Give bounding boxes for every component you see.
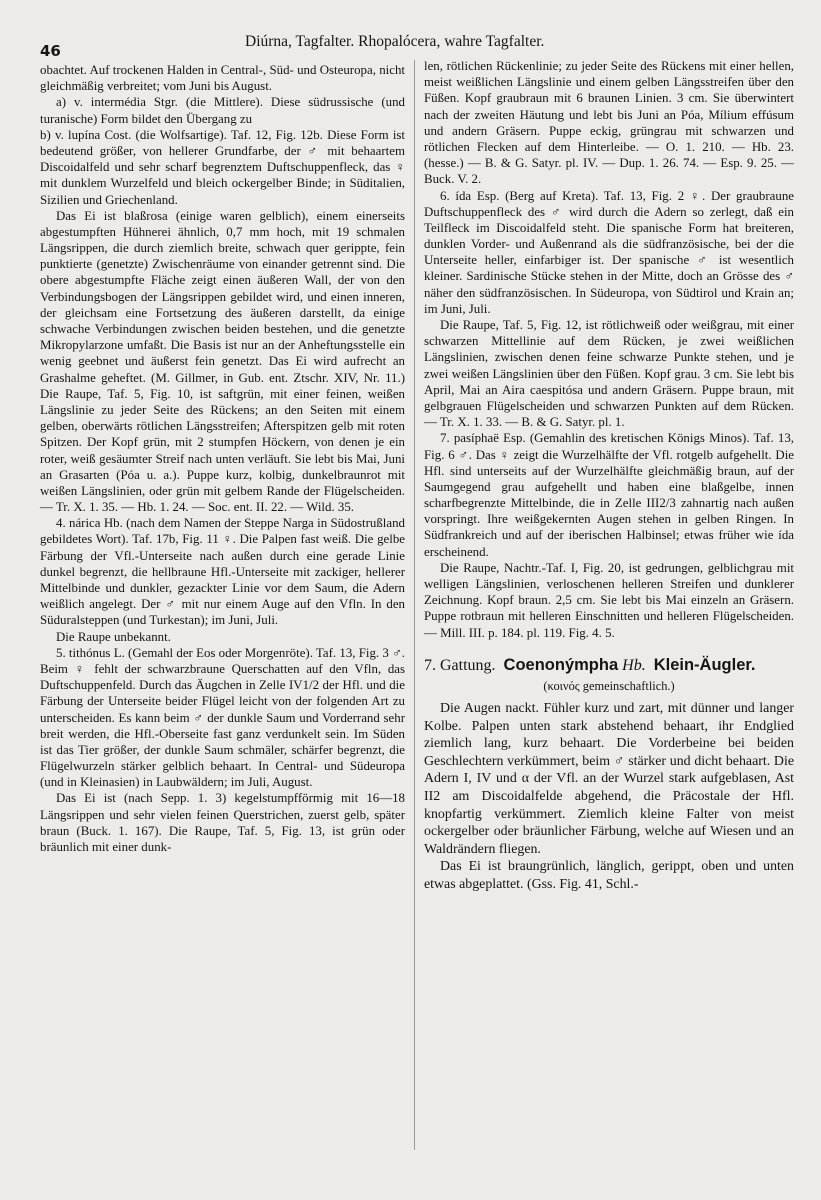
paragraph: Die Raupe, Taf. 5, Fig. 12, ist rötlichweiß oder weißgrau, mit einer schwarzen Mittellinie auf dem Rücken, je zwei weißlichen Längslinien, zwischen denen feine schwarze Punkte stehen, und je zwei weißen Längslinien über den Füßen. Kopf grau. 3 cm. Sie lebt bis April, Mai an Aira caespitósa und andern Gräsern. Puppe braun, mit gelbgrauen Flügelscheiden und schwarzen Punkten auf dem Rücken. — Tr. X. 1. 33. — B. & G. Satyr. pl. 1. — [424, 318, 794, 430]
paragraph: Die Augen nackt. Fühler kurz und zart, mit dünner und langer Kolbe. Palpen unten stark abstehend behaart, ihr Endglied ziemlich lang, kurz behaart. Die Vorderbeine bei beiden Geschlechtern verkümmert, beim ♂ stärker und dicht behaart. Die Adern I, IV und α der Vfl. an der Wurzel stark aufgeblasen, Ast II2 am Discoidalfelde abgehend, die Präcostale der Hfl. knopfartig verkümmert. Ziemlich kleine Falter von meist ockergelber oder bräunlicher Färbung, welche auf Wiesen und an Waldrändern fliegen. — [424, 700, 794, 857]
paragraph: 6. ída Esp. (Berg auf Kreta). Taf. 13, Fig. 2 ♀. Der graubraune Duftschuppenfleck des ♂ wird durch die Adern so zerlegt, daß ein Teilfleck im Discoidalfeld steht. Die spanische Form hat breiteren, dunklen Vorder- und Außenrand als die südfranzösische, bei der die Unterseite heller, einfarbiger ist. Der spanische ♂ ist wesentlich kleiner. Sardinische Stücke stehen in der Mitte, doch an Grösse des ♂ näher den südfranzösischen. In Südeuropa, von Südtirol und Krain an; im Juni, Juli. — [424, 188, 794, 316]
paragraph: a) v. intermédia Stgr. (die Mittlere). Diese südrussische (und turanische) Form bildet den Übergang zu — [40, 95, 405, 126]
paragraph: obachtet. Auf trockenen Halden in Central-, Süd- und Osteuropa, nicht gleichmäßig verbreitet; vom Juni bis August. — [40, 63, 405, 94]
left-column — [40, 62, 405, 855]
paragraph: 4. nárica Hb. (nach dem Namen der Steppe Narga in Südostrußland gebildetes Wort). Taf. 17b, Fig. 11 ♀. Die Palpen fast weiß. Die gelbe Färbung der Vfl.-Unterseite nach außen durch eine gerade Linie dunkel begrenzt, die hellbraune Hfl.-Unterseite mit zackiger, hellerer Mittelbinde und dunkler, gezackter Linie vor dem Saum, die Adern weißlich angelegt. Der ♂ mit nur einem Auge auf den Vfln. In den Süduralsteppen (und Turkestan); im Juni, Juli. — [40, 516, 405, 628]
paragraph: Das Ei ist braungrünlich, länglich, gerippt, oben und unten etwas abgeplattet. (Gss. Fig. 41, Schl.- — [424, 859, 794, 892]
right-column — [424, 58, 794, 893]
paragraph: Die Raupe unbekannt. — [56, 629, 171, 644]
paragraph: Die Raupe, Nachtr.-Taf. I, Fig. 20, ist gedrungen, gelblichgrau mit welligen Längslinien, verloschenen helleren Streifen und dunklerer Zeichnung. Kopf braun. 2,5 cm. Sie lebt bis Mai einzeln an Gräsern. Puppe rotbraun mit helleren Einschnitten und helleren Flügelscheiden. — Mill. III. p. 184. pl. 119. Fig. 4. 5. — [424, 560, 794, 640]
column-divider — [414, 60, 415, 1150]
running-head: Diúrna, Tagfalter. Rhopalócera, wahre Tagfalter. — [245, 33, 545, 50]
paragraph: len, rötlichen Rückenlinie; zu jeder Seite des Rückens mit einer hellen, meist weißlichen Längslinie und einem gelben Längsstreifen über den Füßen. Kopf graubraun mit 6 braunen Linien. 3 cm. Sie überwintert nach der zweiten Häutung und lebt bis Juni an Póa, Mílium effúsum und andern Gräsern. Puppe eckig, grüngrau mit schwarzen und rötlichen Flecken auf dem Hinterleibe. — O. 1. 210. — Hb. 23. (hesse.) — B. & G. Satyr. pl. IV. — Dup. 1. 26. 74. — Esp. 9. 25. — Buck. V. 2. — [424, 59, 794, 187]
genus-etymology: (κοινός gemeinschaftlich.) — [543, 678, 675, 693]
paragraph: 5. tithónus L. (Gemahl der Eos oder Morgenröte). Taf. 13, Fig. 3 ♂. Beim ♀ fehlt der schwarzbraune Querschatten auf den Vfln, das Duftschuppenfeld. Durch das Äugchen in Zelle IV1/2 der Hfl. und die Färbung der Unterseite beider Flügel leicht von der folgenden Art zu unterscheiden. Es kann beim ♂ der dunkle Saum und Vorderrand sehr breit werden, die Hfl.-Oberseite fast ganz verdunkelt sein. Im Süden ist das Tier größer, der dunkle Saum schmäler, schärfer begrenzt, die Flügelwurzeln stärker gelblich behaart. In Central- und Südeuropa (und in Kleinasien) in Laubwäldern; im Juli, August. — [40, 645, 405, 790]
paragraph: Das Ei ist (nach Sepp. 1. 3) kegelstumpfförmig mit 16—18 Längsrippen und sehr vielen feinen Querstrichen, zuerst gelb, später braun (Buck. 1. 167). Die Raupe, Taf. 5, Fig. 13, ist grün oder bräunlich mit einer dunk- — [40, 791, 405, 854]
paragraph: Das Ei ist blaßrosa (einige waren gelblich), einem einerseits abgestumpften Hühnerei ähnlich, 0,7 mm hoch, mit 19 schmalen Längsrippen, die durch ziemlich breite, schwach quer gerippte, fein punktierte (genetzte) Zwischenräume von einander getrennt sind. Die obere abgestumpfte Fläche zeigt einen äußeren Wall, der von den Verbindungsbogen der Längsrippen gebildet wird, und einen inneren, der gleichsam eine Fortsetzung des äußeren darstellt, da einige schwache Verbindungen zwischen beiden bestehen, und die genetzte Mikropylarzone umfaßt. Die Basis ist nur an der Anheftungsstelle ein wenig geebnet und äußerst fein genetzt. Das Ei wird aufrecht an Grashalme geheftet. (M. Gillmer, in Gub. ent. Ztschr. XIV, Nr. 11.) Die Raupe, Taf. 5, Fig. 10, ist saftgrün, mit einer feinen, weißen Längslinie zu jeder Seite des Rückens; an den Seiten mit einem gelben, oberwärts rötlichen Längsstreifen; Afterspitzen gelb mit roten Spitzen. Der Kopf grün, mit 2 stumpfen Höckern, von denen je ein roter, weiß gesäumter Streif nach unten verläuft. Sie lebt bis Mai, Juni an Grasarten (Póa u. a.). Puppe kurz, kolbig, dunkelbraunrot mit weißen Längslinien, oder grün mit gelbem Rande der Flügelscheiden. — Tr. X. 1. 35. — Hb. 1. 24. — Soc. ent. II. 22. — Wild. 35. — [40, 208, 405, 515]
paragraph: b) v. lupína Cost. (die Wolfsartige). Taf. 12, Fig. 12b. Diese Form ist bedeutend größer, von hellerer Grundfarbe, der ♂ mit behaartem Discoidalfeld und sehr scharf begrenztem Duftschuppenfleck, das ♀ mit dunklem Wurzelfeld und bleich ockergelber Binde; in Süditalien, Sizilien und Griechenland. — [40, 127, 405, 207]
genus-common-name: Klein-Äugler. — [653, 655, 756, 674]
genus-name: Coenonýmpha — [503, 655, 619, 674]
genus-author: Hb. — [622, 656, 646, 674]
page-number: 46 — [40, 42, 61, 60]
genus-heading — [424, 655, 794, 676]
paragraph: 7. pasíphaë Esp. (Gemahlin des kretischen Königs Minos). Taf. 13, Fig. 6 ♂. Das ♀ zeigt die Wurzelhälfte der Vfl. rotgelb aufgehellt. Die Hfl. sind unterseits auf der Wurzelhälfte gleichmäßig braun, auf der Saumgegend grau aufgehellt und haben eine blaßgelbe, innen scharfbegrenzte Mittelbinde, die in Zelle III2/3 zahnartig nach außen vorspringt. Ihre weißgekernten Augen stehen in gelben Ringen. In Südfrankreich und auf der iberischen Halbinsel; etwas früher wie ída erscheinend. — [424, 431, 794, 559]
genus-number: 7. Gattung. — [424, 656, 496, 674]
